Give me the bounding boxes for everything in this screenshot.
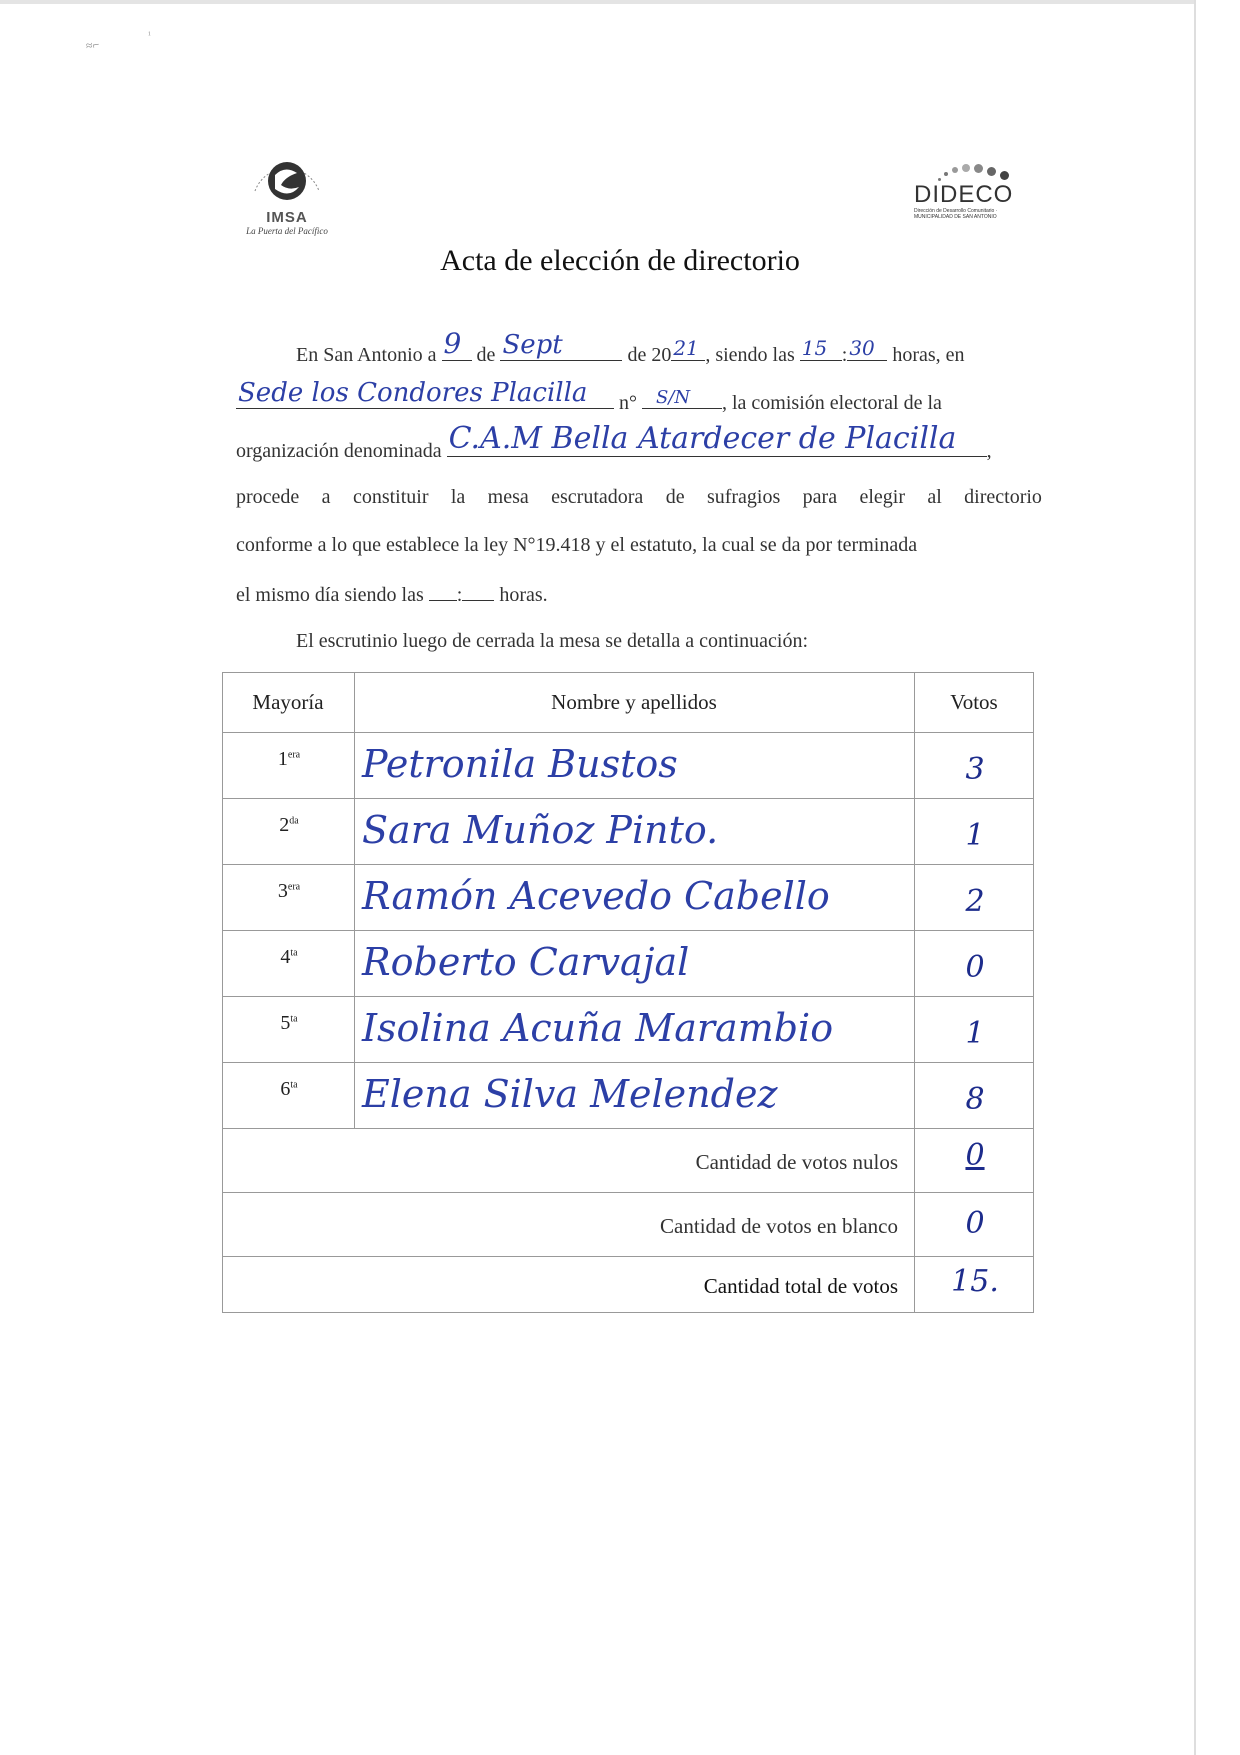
- end-hour-field: [429, 582, 457, 601]
- day-value: 9: [443, 327, 462, 360]
- paragraph-line-5: conforme a lo que establece la ley N°19.418 y el estatuto, la cual se da por terminada: [236, 534, 918, 556]
- word: mesa: [487, 486, 529, 508]
- text: , la comisión electoral de la: [722, 392, 942, 414]
- word: al: [927, 486, 942, 508]
- paragraph-line-4: [236, 486, 1042, 509]
- candidate-name: Elena Silva Melendez: [362, 1072, 778, 1116]
- minute-field: [847, 336, 887, 361]
- word: para: [802, 486, 838, 508]
- paragraph-line-6: [236, 582, 548, 607]
- text: de 20: [627, 344, 672, 366]
- imsa-name: IMSA: [266, 209, 308, 226]
- word: procede: [236, 486, 300, 508]
- header-name: Nombre y apellidos: [551, 690, 717, 714]
- dideco-name: DIDECO: [914, 181, 1014, 208]
- text: :: [841, 344, 848, 366]
- hour-field: [800, 336, 842, 361]
- day-field: [442, 327, 472, 361]
- text: En San Antonio a: [296, 344, 437, 366]
- place-value: Sede los Condores Placilla: [238, 378, 588, 408]
- candidate-name: Roberto Carvajal: [362, 940, 690, 984]
- paragraph-line-2: [236, 378, 942, 415]
- word: la: [450, 486, 466, 508]
- results-table: [222, 672, 1034, 1312]
- candidate-votes: 1: [965, 818, 985, 853]
- rank-cell: $1^{era}$: [277, 748, 301, 770]
- text: n°: [619, 392, 637, 414]
- candidate-votes: 8: [965, 1082, 985, 1117]
- paragraph-line-1: [296, 327, 965, 367]
- rank-cell: $5^{ta}$: [280, 1012, 298, 1034]
- scan-mark: ¹: [148, 30, 151, 41]
- total-votes-label: Cantidad total de votos: [703, 1274, 898, 1298]
- candidate-name: Sara Muñoz Pinto.: [362, 808, 719, 852]
- scan-mark: ≈⌐: [85, 37, 101, 53]
- candidate-name: Petronila Bustos: [362, 742, 678, 786]
- candidate-votes: 2: [965, 884, 985, 919]
- dideco-logo: [914, 158, 1034, 220]
- word: a: [321, 486, 331, 508]
- dideco-dots-icon: [914, 158, 1034, 182]
- hour-value: 15: [801, 336, 828, 360]
- text: de: [476, 344, 496, 366]
- rank-cell: $3^{era}$: [277, 880, 301, 902]
- word: sufragios: [706, 486, 781, 508]
- blank-votes-value: 0: [965, 1206, 985, 1241]
- imsa-logo: [232, 145, 342, 236]
- candidate-votes: 1: [965, 1016, 985, 1051]
- candidate-votes: 0: [965, 950, 985, 985]
- null-votes-label: Cantidad de votos nulos: [695, 1150, 898, 1174]
- month-field: [500, 330, 622, 361]
- dideco-subtitle: Dirección de Desarrollo Comunitario · MUNICIPALIDAD DE SAN ANTONIO: [914, 208, 998, 220]
- paragraph-line-3: [236, 421, 992, 463]
- imsa-emblem-icon: [245, 145, 329, 207]
- rank-cell: $4^{ta}$: [280, 946, 298, 968]
- null-votes-value: 0: [965, 1138, 985, 1173]
- text: organización denominada: [236, 440, 442, 462]
- text: horas, en: [892, 344, 965, 366]
- text: :: [456, 584, 463, 606]
- year-value: 21: [673, 336, 699, 360]
- month-value: Sept: [502, 330, 563, 360]
- minute-value: 30: [849, 336, 875, 360]
- word: escrutadora: [551, 486, 644, 508]
- candidate-name: Isolina Acuña Marambio: [362, 1006, 834, 1050]
- organization-field: [447, 421, 987, 457]
- blank-votes-label: Cantidad de votos en blanco: [660, 1214, 898, 1238]
- header-rank: Mayoría: [252, 690, 324, 714]
- place-field: [236, 378, 614, 409]
- rank-cell: $6^{ta}$: [280, 1078, 298, 1100]
- word: de: [665, 486, 685, 508]
- document-title: Acta de elección de directorio: [440, 244, 800, 277]
- rank-cell: $2^{da}$: [279, 814, 299, 836]
- candidate-name: Ramón Acevedo Cabello: [362, 874, 830, 918]
- word: elegir: [859, 486, 905, 508]
- year-field: [671, 336, 705, 361]
- imsa-tagline: La Puerta del Pacífico: [246, 226, 328, 236]
- text: horas.: [499, 584, 548, 606]
- word: directorio: [964, 486, 1042, 508]
- text: el mismo día siendo las: [236, 584, 424, 606]
- organization-value: C.A.M Bella Atardecer de Placilla: [448, 421, 957, 456]
- paragraph-line-7: El escrutinio luego de cerrada la mesa se detalla a continuación:: [296, 630, 809, 652]
- word: constituir: [352, 486, 429, 508]
- text: , siendo las: [705, 344, 795, 366]
- header-votes: Votos: [950, 690, 998, 714]
- end-minute-field: [462, 582, 494, 601]
- number-field: [642, 387, 722, 409]
- total-votes-value: 15.: [951, 1264, 999, 1299]
- candidate-votes: 3: [965, 752, 985, 787]
- number-value: S/N: [656, 387, 691, 408]
- scan-border: [0, 0, 1194, 4]
- text: ,: [986, 440, 992, 462]
